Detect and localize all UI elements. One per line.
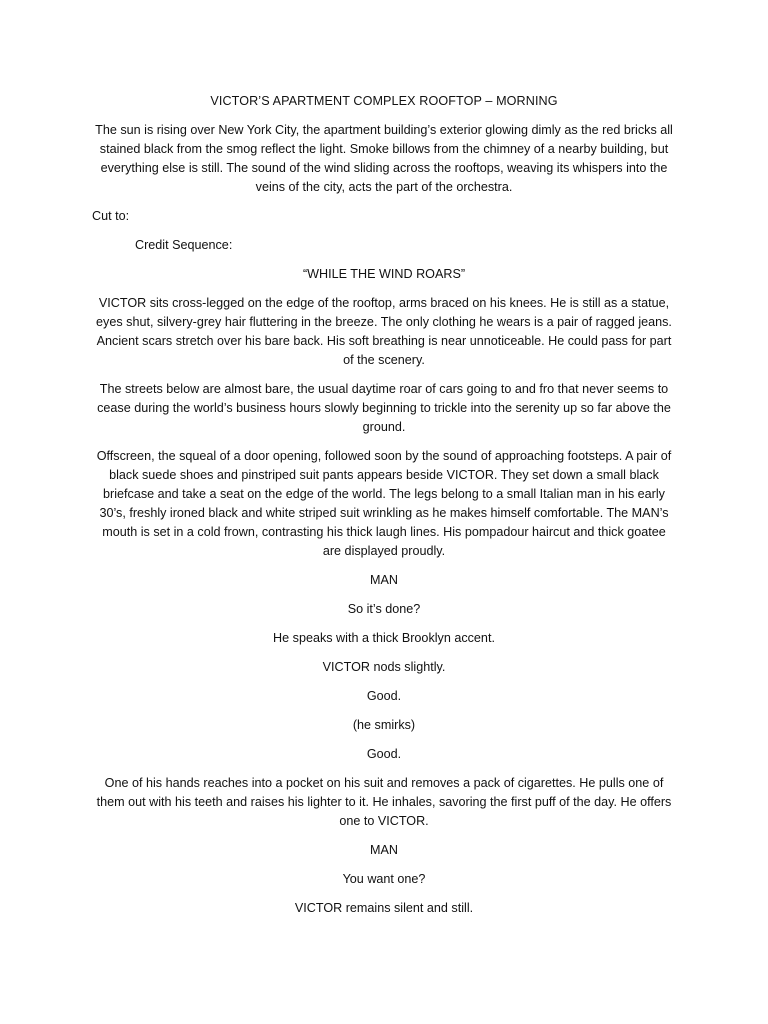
character-cue-man: MAN [370,573,398,587]
action-paragraph-opening: The sun is rising over New York City, the apartment building’s exterior glowing dimly as the red bricks all stained black from the smog reflect the light. Smoke billows from the chimney of a nearby building, but everything else is still. The sound of the wind sliding across the rooftops, weaving its whispers into the veins of the city, acts the part of the orchestra. [95,123,673,194]
transition-cut-to: Cut to: [92,209,130,223]
dialogue-line: Good. [366,747,402,761]
character-cue-man: MAN [370,843,398,857]
title-card: “WHILE THE WIND ROARS” [302,267,466,281]
action-paragraph-streets: The streets below are almost bare, the usual daytime roar of cars going to and fro that never seems to cease during the world’s business hours slowly beginning to trickle into the serenity up so far above the ground. [97,382,671,434]
action-paragraph-victor: VICTOR sits cross-legged on the edge of the rooftop, arms braced on his knees. He is still as a statue, eyes shut, silvery-grey hair fluttering in the breeze. The only clothing he wears is a pair of ragged jeans. Ancient scars stretch over his bare back. His soft breathing is near unnoticeable. He could pass for part of the scenery. [96,296,672,367]
screenplay-body [92,92,676,928]
action-line: VICTOR remains silent and still. [294,901,474,915]
credit-sequence-label: Credit Sequence: [135,238,233,252]
action-paragraph-cigarettes: One of his hands reaches into a pocket on his suit and removes a pack of cigarettes. He pulls one of them out with his teeth and raises his lighter to it. He inhales, savoring the first puff of the day. He offers one to VICTOR. [96,776,672,828]
dialogue-line: Good. [366,689,402,703]
parenthetical: (he smirks) [352,718,416,732]
action-line: VICTOR nods slightly. [322,660,446,674]
scene-heading: VICTOR’S APARTMENT COMPLEX ROOFTOP – MORNING [210,94,558,108]
dialogue-line: So it’s done? [347,602,421,616]
action-paragraph-man-arrives: Offscreen, the squeal of a door opening, followed soon by the sound of approaching footsteps. A pair of black suede shoes and pinstriped suit pants appears beside VICTOR. They set down a small black briefcase and take a seat on the edge of the world. The legs belong to a small Italian man in his early 30’s, freshly ironed black and white striped suit wrinkling as he makes himself comfortable. The MAN’s mouth is set in a cold frown, contrasting his thick laugh lines. His pompadour haircut and thick goatee are displayed proudly. [96,449,672,558]
dialogue-line: You want one? [342,872,426,886]
action-line: He speaks with a thick Brooklyn accent. [273,631,495,645]
